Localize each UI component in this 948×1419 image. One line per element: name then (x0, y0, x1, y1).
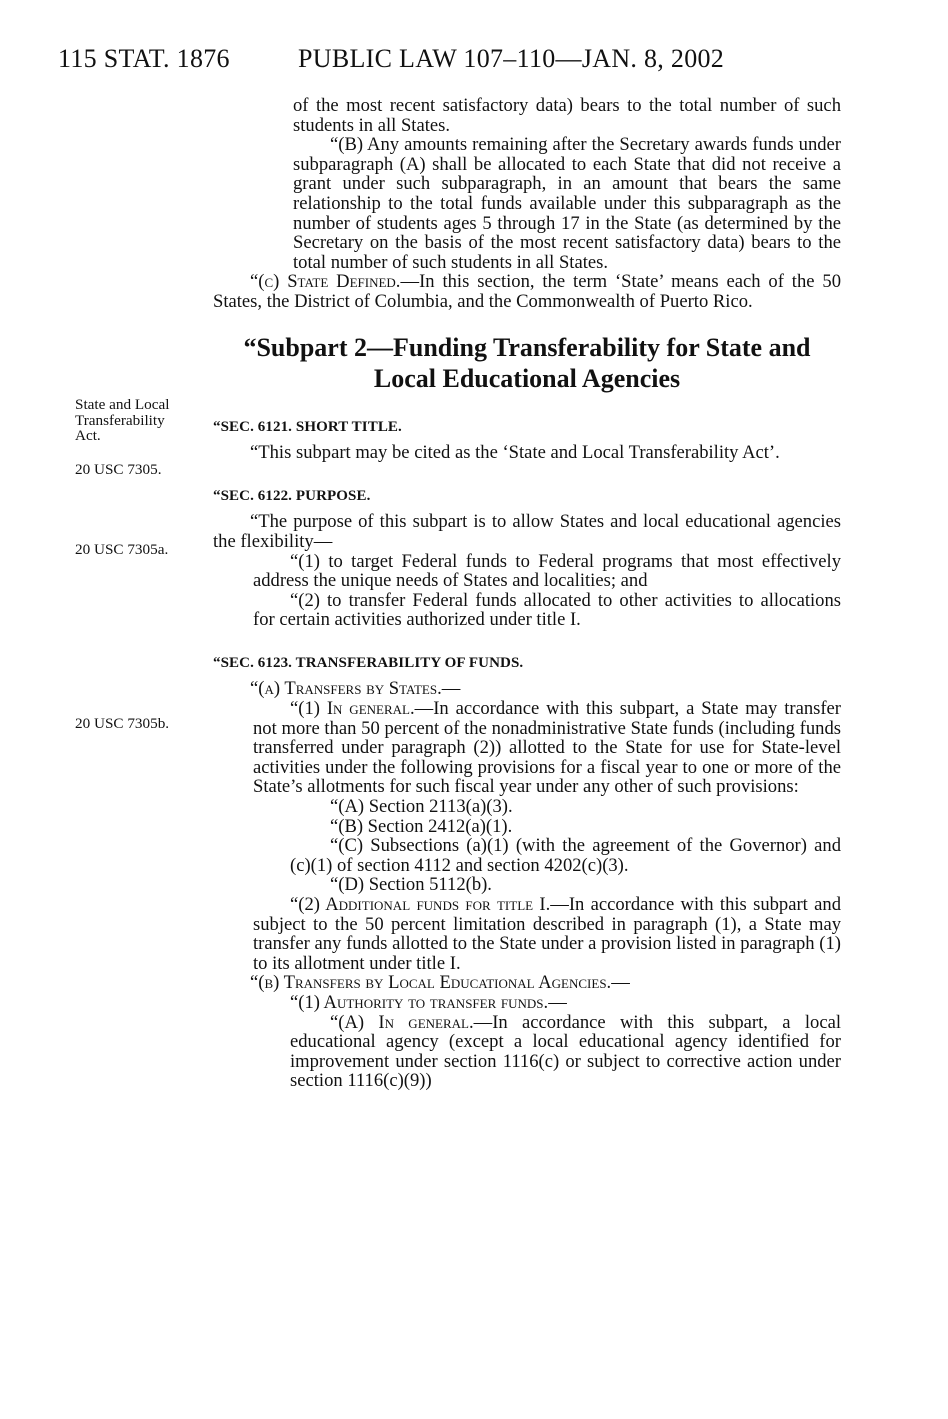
paragraph: of the most recent satisfactory data) bears to the total number of such students in all States. (293, 95, 841, 136)
main-text-column (213, 96, 841, 1091)
section-heading: “SEC. 6122. PURPOSE. (213, 487, 371, 504)
subpart-title-line: “Subpart 2—Funding Transferability for State and (243, 332, 811, 362)
subsection-heading: “(a) Transfers by States.— (250, 678, 461, 700)
paragraph (213, 699, 841, 797)
list-item: “(C) Subsections (a)(1) (with the agreement of the Governor) and (c)(1) of section 4112 and section 4202(c)(3). (290, 835, 841, 876)
paragraph: “(B) Any amounts remaining after the Secretary awards funds under subparagraph (A) shall be allocated to each State that did not receive a grant under such subparagraph, in an amount that bears the same relationship to the total funds available under this subparagraph as the number of students ages 5 through 17 in the State (as determined by the Secretary on the basis of the most recent satisfactory data) bears to the total number of such students in all States. (293, 134, 841, 273)
subpart-title (213, 332, 841, 394)
section-heading: “SEC. 6121. SHORT TITLE. (213, 418, 402, 435)
page-stat-number: 115 STAT. 1876 (58, 44, 230, 73)
paragraph-text: —In accordance with this subpart, a State may transfer not more than 50 percent of the nonadministrative State funds (including funds transferred under paragraph (2)) allotted to the State for use for State-level activities under the following provisions for a fiscal year to one or more of the State’s allotments for such fiscal year under any other of such provisions: (253, 698, 841, 798)
subsection-heading: “(c) State Defined. (250, 271, 401, 293)
margin-note-line: State and Local (75, 396, 170, 413)
paragraph: “The purpose of this subpart is to allow States and local educational agencies the flexibility— (213, 511, 841, 552)
paragraph: “(1) to target Federal funds to Federal programs that most effectively address the unique needs of States and localities; and (253, 550, 841, 592)
paragraph-heading: “(2) Additional funds for title I. (290, 894, 551, 915)
subsection-text: —In this section, the term ‘State’ means each of the 50 States, the District of Columbia, and the Commonwealth of Puerto Rico. (213, 271, 842, 312)
paragraph-text: —In accordance with this subpart, a local educational agency (except a local educational agency identified for improvement under section 1116(c) or subject to corrective action under section 1116(c)(9)) (290, 1011, 841, 1092)
list-item: “(D) Section 5112(b). (330, 874, 492, 896)
page-law-title: PUBLIC LAW 107–110—JAN. 8, 2002 (298, 44, 725, 73)
subpart-title-line: Local Educational Agencies (373, 363, 681, 393)
paragraph (213, 679, 841, 699)
margin-note-usc-7305b: 20 USC 7305b. (75, 715, 170, 732)
section-heading: “SEC. 6123. TRANSFERABILITY OF FUNDS. (213, 654, 524, 671)
list-item: “(B) Section 2412(a)(1). (330, 815, 513, 837)
paragraph (213, 272, 841, 311)
margin-note-line: Act. (75, 427, 101, 444)
paragraph-heading: “(1) Authority to transfer funds.— (290, 991, 567, 1013)
paragraph (213, 895, 841, 973)
paragraph (213, 1013, 841, 1091)
paragraph: “(2) to transfer Federal funds allocated to other activities to allocations for certain activities authorized under title I. (253, 589, 841, 631)
paragraph-heading: “(A) In general. (330, 1011, 474, 1033)
paragraph: “This subpart may be cited as the ‘State and Local Transferability Act’. (250, 442, 780, 464)
margin-note-line: Transferability (75, 411, 165, 429)
paragraph-heading: “(1) In general. (290, 698, 415, 720)
margin-note-usc-7305a: 20 USC 7305a. (75, 541, 169, 558)
margin-note-act-name (75, 397, 200, 444)
subsection-heading: “(b) Transfers by Local Educational Agencies.— (250, 972, 630, 994)
margin-note-usc-7305: 20 USC 7305. (75, 461, 162, 478)
paragraph (213, 973, 841, 993)
list-item: “(A) Section 2113(a)(3). (330, 796, 513, 818)
paragraph (213, 993, 841, 1013)
paragraph-text: —In accordance with this subpart and subject to the 50 percent limitation described in paragraph (1), a State may transfer any funds allotted to the State under a provision listed in paragraph (1) to its allotment under title I. (253, 894, 841, 974)
